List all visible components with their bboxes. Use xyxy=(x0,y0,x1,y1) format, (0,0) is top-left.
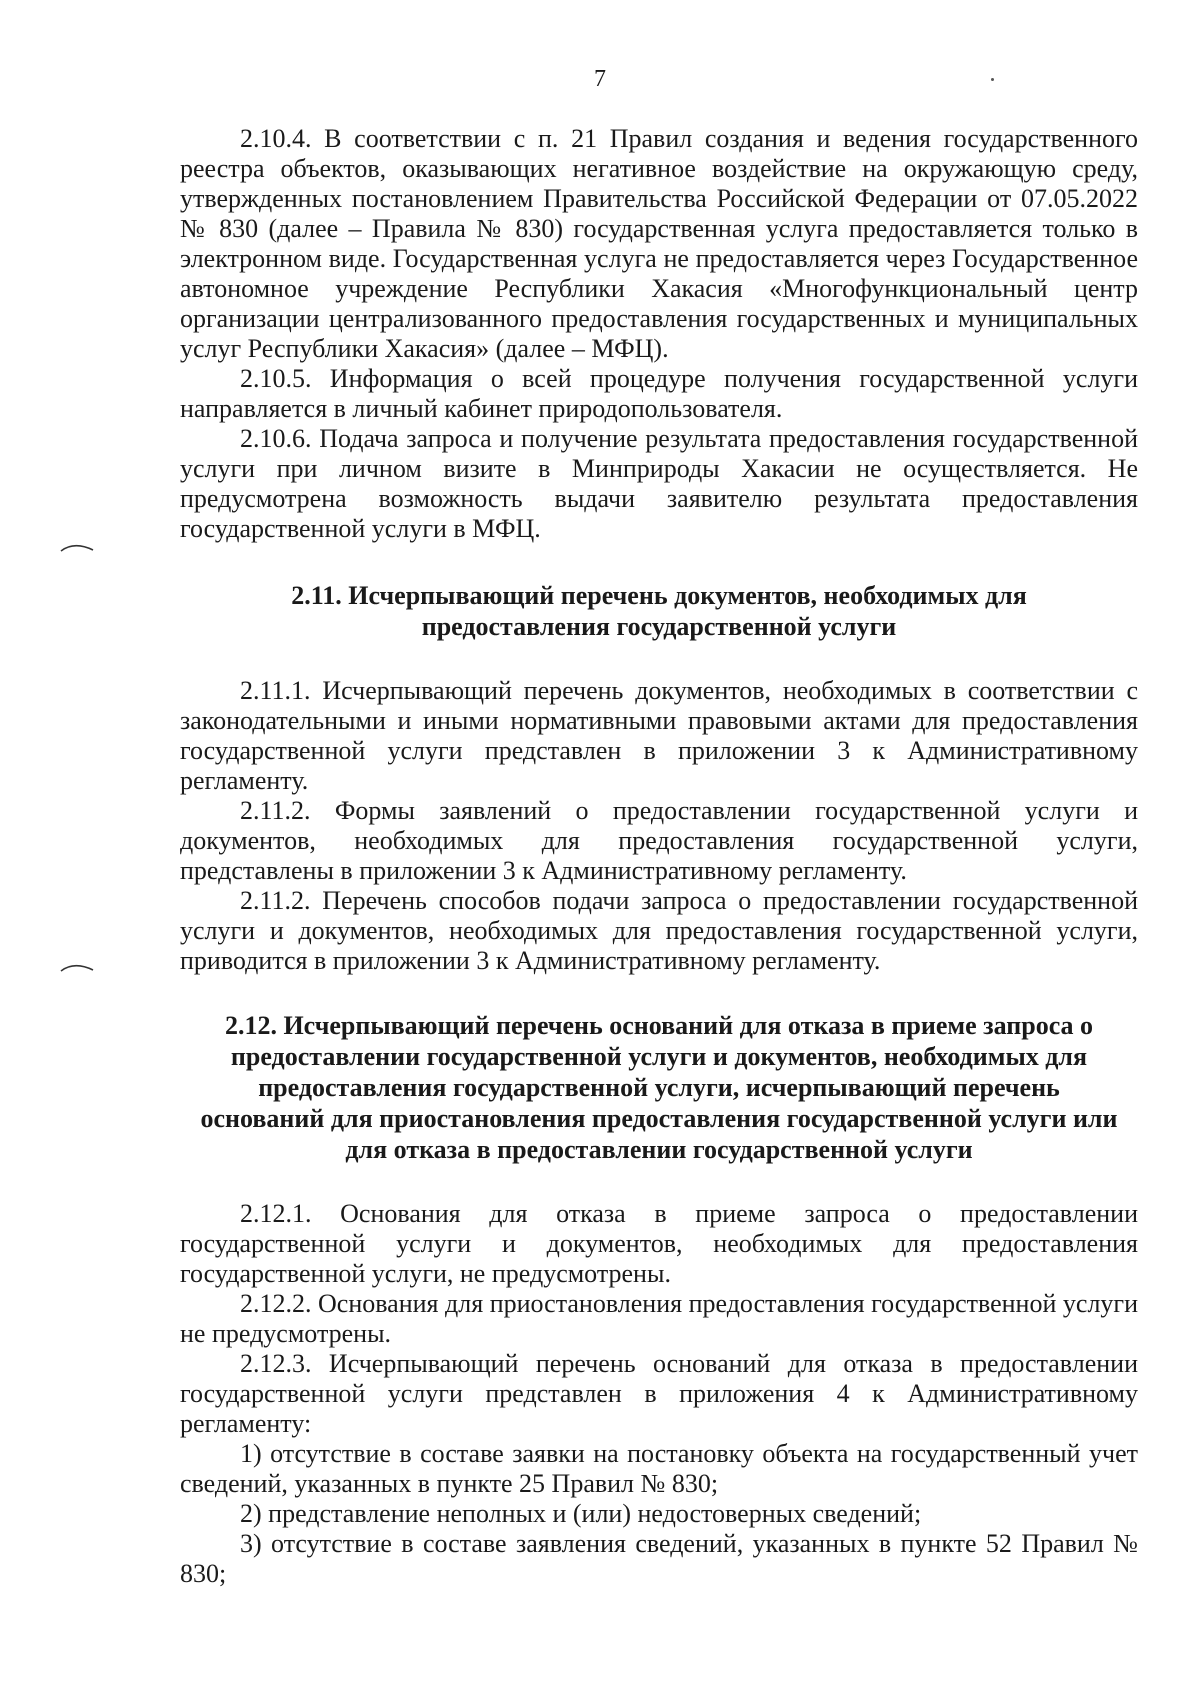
paragraph-2-12-1: 2.12.1. Основания для отказа в приеме запроса о предоставлении государственной услуги и документов, необходимых для предоставления государственной услуги, не предусмотрены. xyxy=(180,1199,1138,1288)
paragraph-2-10-5: 2.10.5. Информация о всей процедуре получения государственной услуги направляется в личный кабинет природопользователя. xyxy=(180,364,1138,423)
paragraph-2-12-2: 2.12.2. Основания для приостановления предоставления государственной услуги не предусмотрены. xyxy=(180,1289,1138,1348)
section-heading-2-11: 2.11. Исчерпывающий перечень документов, необходимых для предоставления государственной услуги xyxy=(291,581,1027,641)
paragraph-2-11-2-methods: 2.11.2. Перечень способов подачи запроса о предоставлении государственной услуги и документов, необходимых для предоставления государственной услуги, приводится в приложении 3 к Административному регламенту. xyxy=(180,886,1138,975)
paragraph-2-11-2-forms: 2.11.2. Формы заявлений о предоставлении государственной услуги и документов, необходимых для предоставления государственной услуги, представлены в приложении 3 к Административному регламенту. xyxy=(180,796,1138,885)
list-item: 2) представление неполных и (или) недостоверных сведений; xyxy=(240,1499,922,1528)
section-heading-2-12: 2.12. Исчерпывающий перечень оснований для отказа в приеме запроса о предоставлении государственной услуги и документов, необходимых для предоставления государственной услуги, исчерпывающий перечень оснований для приостановления предоставления государственной услуги или для отказа в предоставлении государственной услуги xyxy=(200,1011,1118,1164)
paragraph-2-12-3: 2.12.3. Исчерпывающий перечень оснований для отказа в предоставлении государственной услуги представлен в приложения 4 к Административному регламенту: xyxy=(180,1349,1138,1438)
page-number: 7 xyxy=(594,66,606,92)
paragraph-2-10-6: 2.10.6. Подача запроса и получение результата предоставления государственной услуги при личном визите в Минприроды Хакасии не осуществляется. Не предусмотрена возможность выдачи заявителю результата предоставления государственной услуги в МФЦ. xyxy=(180,424,1138,543)
scan-speck xyxy=(991,78,994,81)
margin-mark-icon xyxy=(60,961,94,973)
list-item: 1) отсутствие в составе заявки на постановку объекта на государственный учет сведений, указанных в пункте 25 Правил № 830; xyxy=(180,1439,1138,1498)
document-body xyxy=(180,124,1138,1589)
list-item: 3) отсутствие в составе заявления сведений, указанных в пункте 52 Правил № 830; xyxy=(180,1529,1138,1588)
paragraph-2-11-1: 2.11.1. Исчерпывающий перечень документов, необходимых в соответствии с законодательными и иными нормативными правовыми актами для предоставления государственной услуги представлен в приложении 3 к Административному регламенту. xyxy=(180,676,1138,795)
margin-mark-icon xyxy=(60,541,94,553)
paragraph-2-10-4: 2.10.4. В соответствии с п. 21 Правил создания и ведения государственного реестра объектов, оказывающих негативное воздействие на окружающую среду, утвержденных постановлением Правительства Российской Федерации от 07.05.2022 № 830 (далее – Правила № 830) государственная услуга предоставляется только в электронном виде. Государственная услуга не предоставляется через Государственное автономное учреждение Республики Хакасия «Многофункциональный центр организации централизованного предоставления государственных и муниципальных услуг Республики Хакасия» (далее – МФЦ). xyxy=(180,124,1138,363)
